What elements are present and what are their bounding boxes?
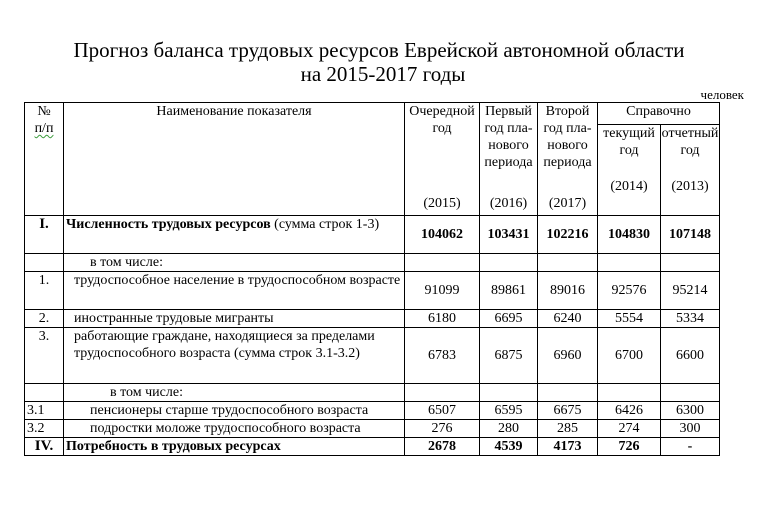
value-2017: 6675 xyxy=(538,402,598,420)
table-row xyxy=(25,272,720,310)
header-col-2014-year: (2014) xyxy=(610,179,648,194)
value-2015: 6507 xyxy=(405,402,480,420)
row-name: работающие граждане, находящиеся за пределами трудоспособного возраста (сумма строк 3.1-3.2) xyxy=(64,328,405,384)
header-col-2017 xyxy=(538,103,598,216)
header-col-2014 xyxy=(598,125,661,216)
value-2017: 285 xyxy=(538,420,598,438)
header-col-2013-year: (2013) xyxy=(671,179,709,194)
row-name: подростки моложе трудоспособного возраста xyxy=(64,420,405,438)
row-number: 3.1 xyxy=(25,402,64,420)
value-2014 xyxy=(598,384,661,402)
table-row xyxy=(25,310,720,328)
header-row-1 xyxy=(25,103,720,125)
header-col-2017-label: Второй год пла-нового периода xyxy=(543,104,592,170)
row-name: в том числе: xyxy=(64,254,405,272)
value-2013: 5334 xyxy=(661,310,720,328)
value-2013: 300 xyxy=(661,420,720,438)
row-number: I. xyxy=(25,216,64,254)
header-indicator-name: Наименование показателя xyxy=(64,103,405,216)
value-2014: 6700 xyxy=(598,328,661,384)
row-number: 1. xyxy=(25,272,64,310)
value-2016: 89861 xyxy=(480,272,538,310)
table-row xyxy=(25,254,720,272)
header-col-2015 xyxy=(405,103,480,216)
value-2013: - xyxy=(661,438,720,456)
value-2016: 280 xyxy=(480,420,538,438)
value-2014: 726 xyxy=(598,438,661,456)
header-col-2013 xyxy=(661,125,720,216)
document-title-line2: на 2015-2017 годы xyxy=(300,62,466,86)
labor-balance-table xyxy=(24,102,720,456)
table-row xyxy=(25,216,720,254)
table-row xyxy=(25,402,720,420)
value-2013 xyxy=(661,254,720,272)
table-row xyxy=(25,438,720,456)
header-number-symbol: № xyxy=(37,104,51,119)
header-col-2015-year: (2015) xyxy=(423,196,461,211)
header-col-2016-year: (2016) xyxy=(489,196,528,211)
row-name: в том числе: xyxy=(64,384,405,402)
header-col-2017-year: (2017) xyxy=(548,196,587,211)
header-col-2016-label: Первый год пла-нового периода xyxy=(484,104,533,170)
row-number: IV. xyxy=(25,438,64,456)
value-2015 xyxy=(405,384,480,402)
value-2016 xyxy=(480,254,538,272)
value-2016 xyxy=(480,384,538,402)
value-2017: 89016 xyxy=(538,272,598,310)
row-number: 3.2 xyxy=(25,420,64,438)
value-2015: 276 xyxy=(405,420,480,438)
row-name xyxy=(64,216,405,254)
value-2016: 6695 xyxy=(480,310,538,328)
value-2017 xyxy=(538,254,598,272)
value-2014 xyxy=(598,254,661,272)
value-2017: 4173 xyxy=(538,438,598,456)
value-2017: 6960 xyxy=(538,328,598,384)
value-2014: 5554 xyxy=(598,310,661,328)
value-2015: 6180 xyxy=(405,310,480,328)
value-2014: 274 xyxy=(598,420,661,438)
row-name: Потребность в трудовых ресурсах xyxy=(64,438,405,456)
row-name-rest: (сумма строк 1-3) xyxy=(270,217,380,232)
table-row xyxy=(25,328,720,384)
header-number-abbrev: п/п xyxy=(34,121,54,136)
row-number: 2. xyxy=(25,310,64,328)
value-2016: 4539 xyxy=(480,438,538,456)
header-col-2013-label: отчетный год xyxy=(661,126,719,159)
value-2015: 6783 xyxy=(405,328,480,384)
header-col-2014-label: текущий год xyxy=(603,126,655,159)
unit-label: человек xyxy=(700,87,744,102)
value-2017: 6240 xyxy=(538,310,598,328)
row-name: трудоспособное население в трудоспособном возрасте xyxy=(64,272,405,310)
value-2015: 2678 xyxy=(405,438,480,456)
value-2017 xyxy=(538,384,598,402)
document-title-line1: Прогноз баланса трудовых ресурсов Еврейской автономной области xyxy=(73,38,685,62)
row-name: пенсионеры старше трудоспособного возраста xyxy=(64,402,405,420)
value-2013: 6600 xyxy=(661,328,720,384)
value-2016: 6595 xyxy=(480,402,538,420)
value-2013 xyxy=(661,384,720,402)
header-number xyxy=(25,103,64,216)
row-name: иностранные трудовые мигранты xyxy=(64,310,405,328)
row-number xyxy=(25,384,64,402)
value-2015: 104062 xyxy=(405,216,480,254)
row-number xyxy=(25,254,64,272)
value-2013: 107148 xyxy=(661,216,720,254)
row-number: 3. xyxy=(25,328,64,384)
value-2015: 91099 xyxy=(405,272,480,310)
value-2013: 6300 xyxy=(661,402,720,420)
value-2016: 103431 xyxy=(480,216,538,254)
table-row xyxy=(25,384,720,402)
header-col-2016 xyxy=(480,103,538,216)
value-2014: 6426 xyxy=(598,402,661,420)
header-reference-group: Справочно xyxy=(598,103,720,125)
value-2017: 102216 xyxy=(538,216,598,254)
value-2016: 6875 xyxy=(480,328,538,384)
value-2014: 104830 xyxy=(598,216,661,254)
table-row xyxy=(25,420,720,438)
row-name-bold: Численность трудовых ресурсов xyxy=(66,217,271,232)
header-col-2015-label: Очередной год xyxy=(409,104,475,136)
value-2015 xyxy=(405,254,480,272)
value-2013: 95214 xyxy=(661,272,720,310)
value-2014: 92576 xyxy=(598,272,661,310)
